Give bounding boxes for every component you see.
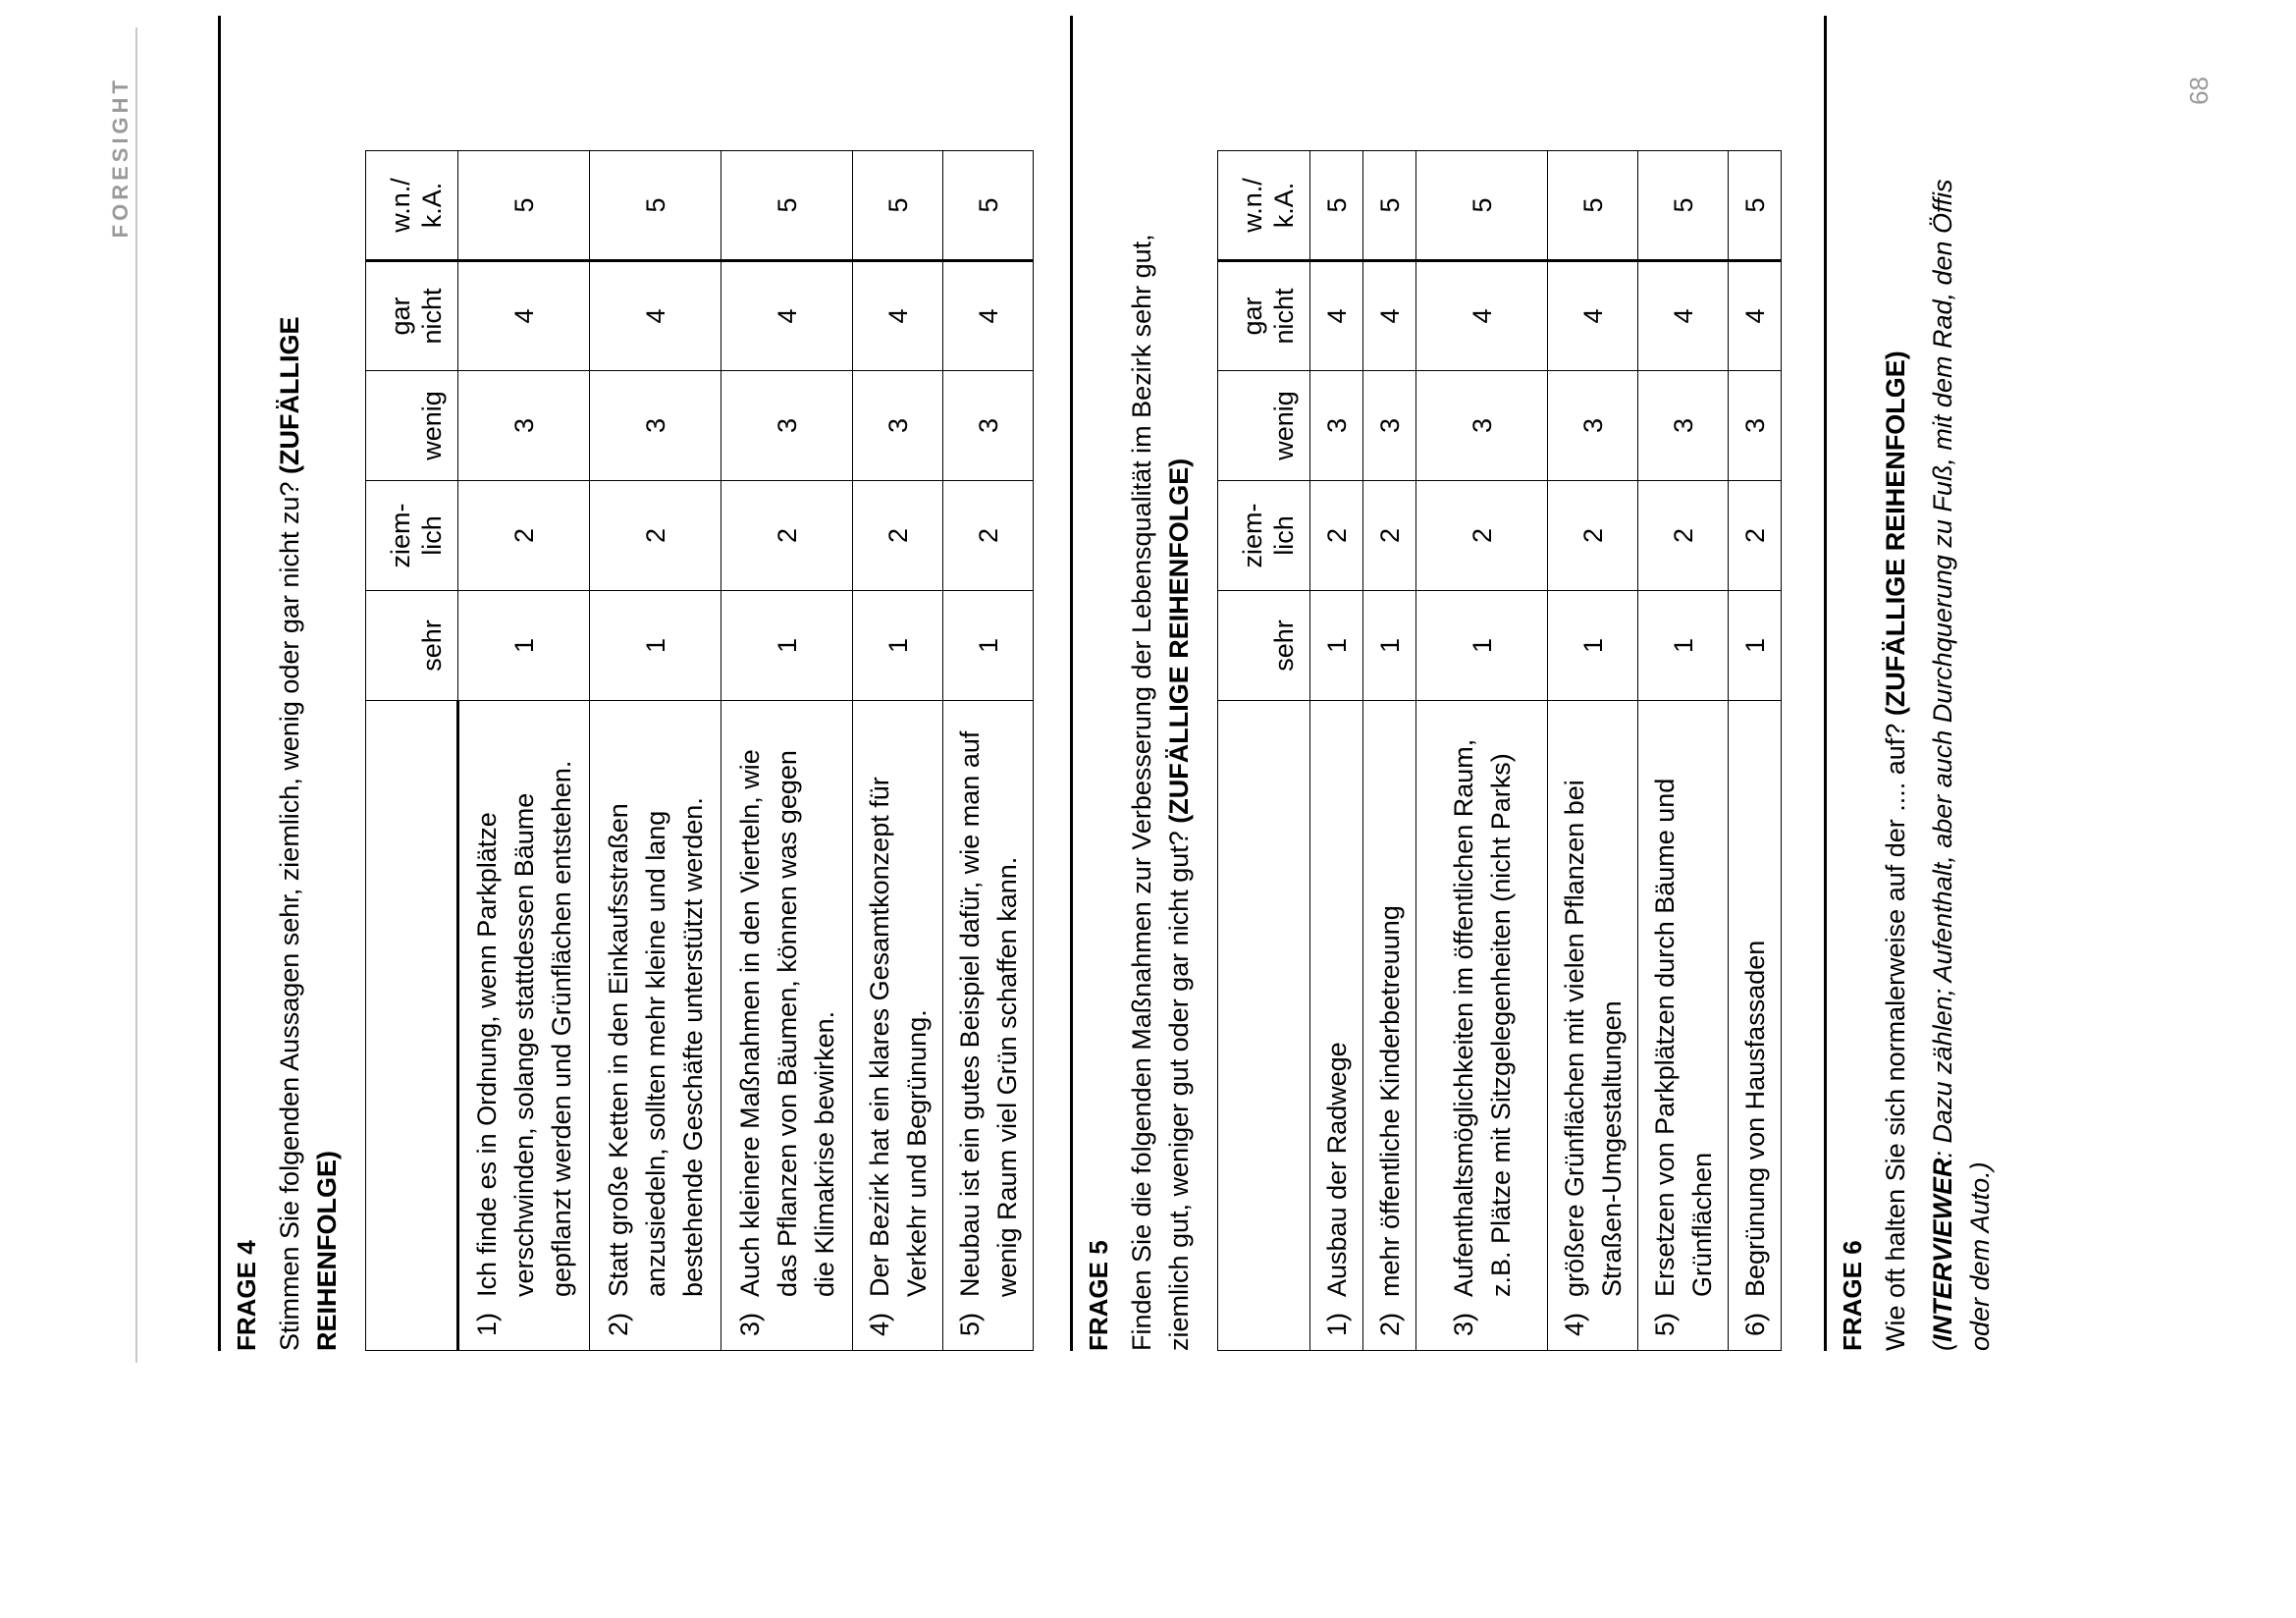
col-header-wn-ka: w.n./ k.A. — [1218, 151, 1310, 261]
value-cell: 5 — [1416, 151, 1548, 261]
value-cell: 1 — [590, 591, 721, 701]
row-label: 2) Statt große Ketten in den Einkaufsstraßen anzusiedeln, sollten mehr kleine und lang bestehende Geschäfte unterstützt werden. — [590, 701, 721, 1351]
frage6-rule — [1824, 16, 1827, 1351]
row-label: 3) Aufenthaltsmöglichkeiten im öffentlichen Raum, z.B. Plätze mit Sitzgelegenheiten (nicht Parks) — [1416, 701, 1548, 1351]
row-label: 1) Ich finde es in Ordnung, wenn Parkplätze verschwinden, solange stattdessen Bäume gepflanzt werden und Grünflächen entstehen. — [458, 701, 590, 1351]
row-label: 2) mehr öffentliche Kinderbetreuung — [1363, 701, 1416, 1351]
value-cell: 1 — [1363, 591, 1416, 701]
value-cell: 4 — [1548, 261, 1638, 371]
row-label: 5) Ersetzen von Parkplätzen durch Bäume und Grünflächen — [1638, 701, 1729, 1351]
value-cell: 3 — [1729, 371, 1782, 481]
value-cell: 5 — [1363, 151, 1416, 261]
value-cell: 5 — [721, 151, 853, 261]
header-divider — [135, 27, 137, 1363]
value-cell: 5 — [590, 151, 721, 261]
col-header-ziemlich: ziem- lich — [1218, 481, 1310, 591]
value-cell: 5 — [943, 151, 1034, 261]
row-label: 4) Der Bezirk hat ein klares Gesamtkonzept für Verkehr und Begrünung. — [853, 701, 943, 1351]
frage4-title: FRAGE 4 — [232, 1240, 261, 1351]
value-cell: 5 — [1638, 151, 1729, 261]
col-header-gar-nicht: gar nicht — [1218, 261, 1310, 371]
value-cell: 3 — [853, 371, 943, 481]
table-row — [1416, 151, 1548, 1351]
value-cell: 1 — [721, 591, 853, 701]
frage6-title: FRAGE 6 — [1838, 1240, 1867, 1351]
frage4-question — [271, 173, 346, 1351]
row-label: 1) Ausbau der Radwege — [1310, 701, 1363, 1351]
value-cell: 2 — [1548, 481, 1638, 591]
col-header-wn-ka: w.n./ k.A. — [366, 151, 458, 261]
row-label: 3) Auch kleinere Maßnahmen in den Vierteln, wie das Pflanzen von Bäumen, können was gegen die Klimakrise bewirken. — [721, 701, 853, 1351]
frage5-rule — [1070, 16, 1073, 1351]
value-cell: 1 — [1310, 591, 1363, 701]
value-cell: 2 — [721, 481, 853, 591]
row-label: 4) größere Grünflächen mit vielen Pflanzen bei Straßen-Umgestaltungen — [1548, 701, 1638, 1351]
value-cell: 4 — [590, 261, 721, 371]
frage5-instruction: (ZUFÄLLIGE REIHENFOLGE) — [1164, 458, 1194, 824]
value-cell: 2 — [943, 481, 1034, 591]
value-cell: 3 — [590, 371, 721, 481]
table-row — [853, 151, 943, 1351]
frage5-title: FRAGE 5 — [1084, 1240, 1113, 1351]
value-cell: 2 — [1416, 481, 1548, 591]
value-cell: 3 — [721, 371, 853, 481]
value-cell: 4 — [1638, 261, 1729, 371]
value-cell: 1 — [943, 591, 1034, 701]
value-cell: 1 — [853, 591, 943, 701]
table-row — [1729, 151, 1782, 1351]
value-cell: 3 — [458, 371, 590, 481]
value-cell: 5 — [1548, 151, 1638, 261]
value-cell: 4 — [1310, 261, 1363, 371]
frage6-question — [1877, 173, 1914, 1351]
value-cell: 1 — [458, 591, 590, 701]
value-cell: 2 — [1729, 481, 1782, 591]
value-cell: 5 — [1310, 151, 1363, 261]
value-cell: 3 — [1416, 371, 1548, 481]
frage5-question — [1123, 173, 1198, 1351]
frage4-rule — [218, 16, 221, 1351]
interviewer-label: INTERVIEWER — [1928, 1158, 1957, 1342]
value-cell: 2 — [458, 481, 590, 591]
table-row — [1638, 151, 1729, 1351]
table-row — [1310, 151, 1363, 1351]
table-row — [590, 151, 721, 1351]
value-cell: 1 — [1729, 591, 1782, 701]
value-cell: 1 — [1416, 591, 1548, 701]
col-header-sehr: sehr — [1218, 591, 1310, 701]
value-cell: 4 — [1729, 261, 1782, 371]
col-header-sehr: sehr — [366, 591, 458, 701]
frage5-table — [1217, 150, 1782, 1351]
frage5-question-text: Finden Sie die folgenden Maßnahmen zur Verbesserung der Lebensqualität im Bezirk sehr gut, ziemlich gut, weniger gut oder gar nicht gut? — [1127, 234, 1194, 1351]
value-cell: 3 — [1310, 371, 1363, 481]
table-row — [458, 151, 590, 1351]
frage6-interviewer-note: (INTERVIEWER: Dazu zählen; Aufenthalt, aber auch Durchquerung zu Fuß, mit dem Rad, den Öffis oder dem Auto.) — [1928, 179, 1995, 1351]
brand-logo: FORESIGHT — [108, 77, 133, 239]
value-cell: 2 — [1310, 481, 1363, 591]
value-cell: 5 — [853, 151, 943, 261]
col-header-wenig: wenig — [366, 371, 458, 481]
value-cell: 1 — [1548, 591, 1638, 701]
value-cell: 4 — [853, 261, 943, 371]
row-label: 5) Neubau ist ein gutes Beispiel dafür, wie man auf wenig Raum viel Grün schaffen kann. — [943, 701, 1034, 1351]
frage6-instruction: (ZUFÄLLIGE REIHENFOLGE) — [1881, 351, 1910, 717]
value-cell: 4 — [721, 261, 853, 371]
value-cell: 2 — [853, 481, 943, 591]
table-row — [1363, 151, 1416, 1351]
table-row — [1548, 151, 1638, 1351]
frage4-table — [365, 150, 1034, 1351]
frage4-question-text: Stimmen Sie folgenden Aussagen sehr, ziemlich, wenig oder gar nicht zu? — [275, 481, 304, 1351]
table-row — [943, 151, 1034, 1351]
value-cell: 2 — [1363, 481, 1416, 591]
frage5-header-empty — [1218, 701, 1310, 1351]
value-cell: 4 — [1363, 261, 1416, 371]
frage6-question-text: Wie oft halten Sie sich normalerweise auf der .... auf? — [1881, 723, 1910, 1351]
value-cell: 3 — [1363, 371, 1416, 481]
value-cell: 2 — [1638, 481, 1729, 591]
frage4-instruction: (ZUFÄLLIGE REIHENFOLGE) — [275, 316, 342, 1351]
table-row — [721, 151, 853, 1351]
col-header-ziemlich: ziem- lich — [366, 481, 458, 591]
value-cell: 3 — [1548, 371, 1638, 481]
col-header-gar-nicht: gar nicht — [366, 261, 458, 371]
value-cell: 5 — [458, 151, 590, 261]
row-label: 6) Begrünung von Hausfassaden — [1729, 701, 1782, 1351]
value-cell: 1 — [1638, 591, 1729, 701]
value-cell: 4 — [943, 261, 1034, 371]
value-cell: 5 — [1729, 151, 1782, 261]
frage4-header-empty — [366, 701, 458, 1351]
interviewer-note-text: : Dazu zählen; Aufenthalt, aber auch Durchquerung zu Fuß, mit dem Rad, den Öffis oder dem Auto. — [1928, 179, 1995, 1351]
page-number: 68 — [2184, 77, 2214, 105]
value-cell: 4 — [458, 261, 590, 371]
value-cell: 3 — [943, 371, 1034, 481]
value-cell: 4 — [1416, 261, 1548, 371]
value-cell: 2 — [590, 481, 721, 591]
col-header-wenig: wenig — [1218, 371, 1310, 481]
value-cell: 3 — [1638, 371, 1729, 481]
